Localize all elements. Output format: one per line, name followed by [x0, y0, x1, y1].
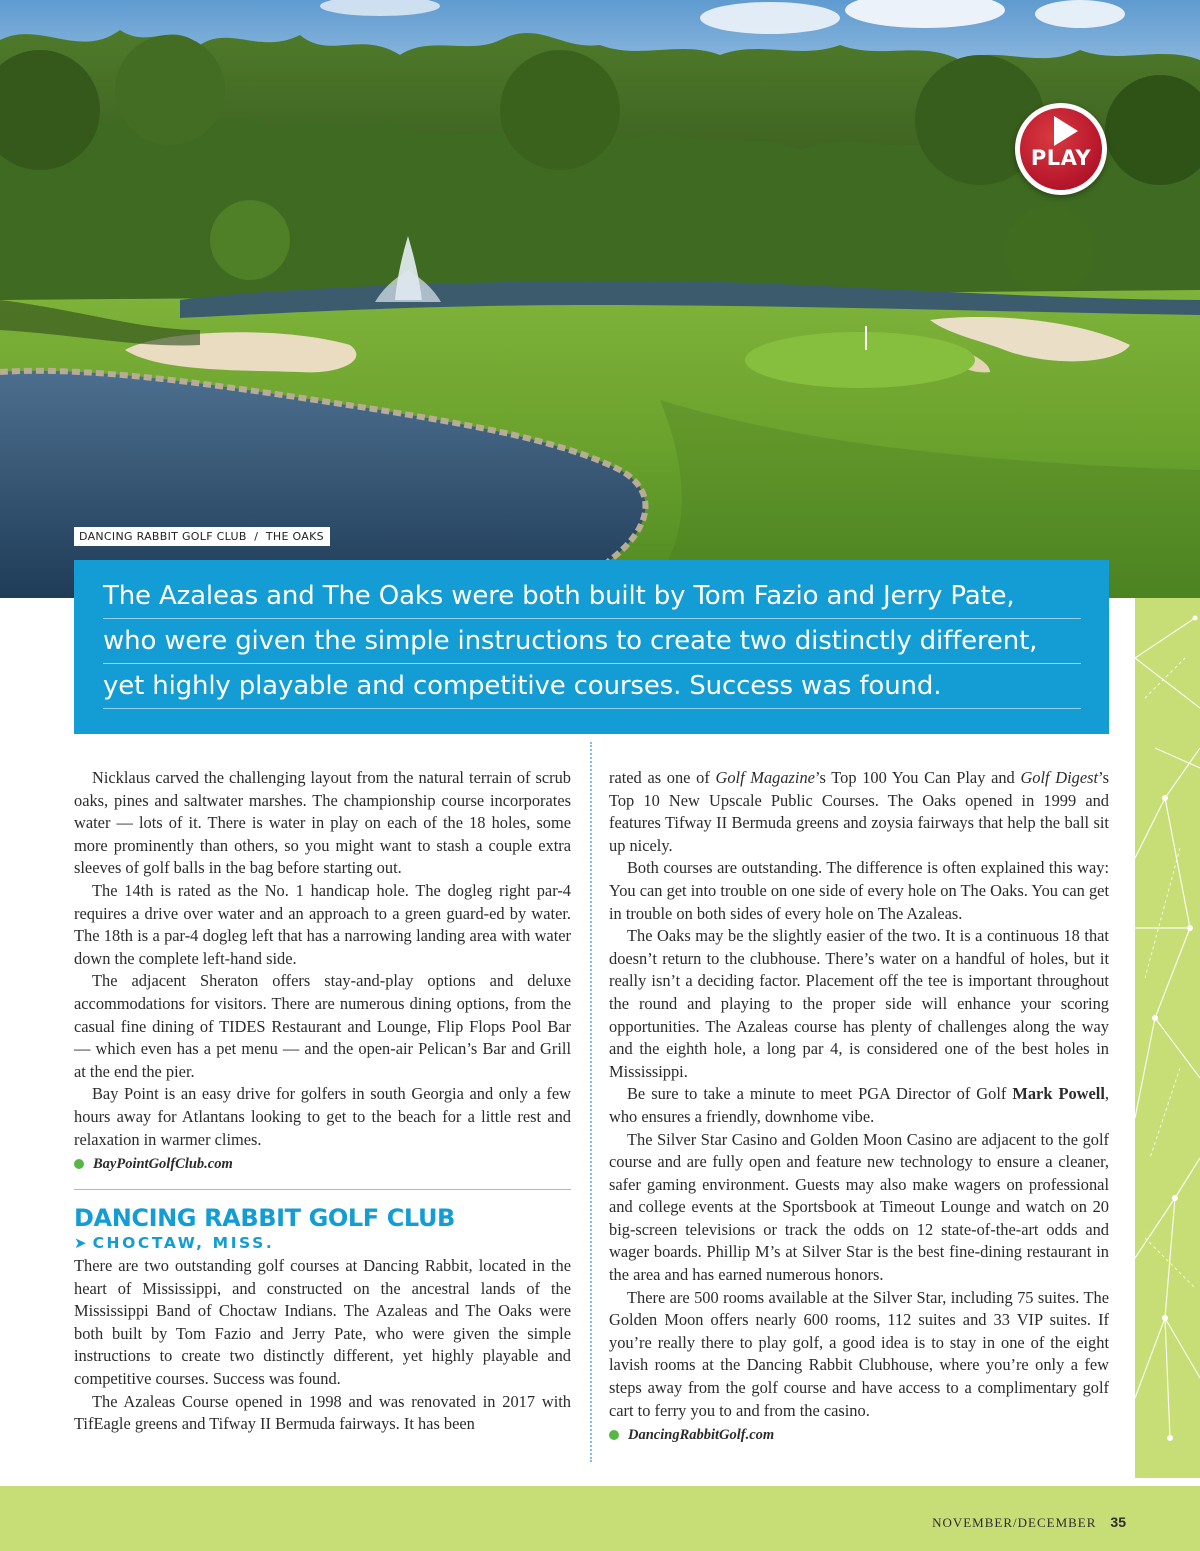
hero-photo — [0, 0, 1200, 598]
pull-quote-line: who were given the simple instructions to create two distinctly different, — [103, 619, 1081, 664]
column-divider — [590, 742, 592, 1462]
play-label: PLAY — [1030, 146, 1092, 170]
body-paragraph: There are two outstanding golf courses at Dancing Rabbit, located in the heart of Mississippi, and constructed on the ancestral lands of the Mississippi Band of Choctaw Indians. The Azaleas and The Oaks were both built by Tom Fazio and Jerry Pate, who were given the simple instructions to create two distinctly different, yet highly playable and competitive courses. Success was found. — [74, 1256, 571, 1389]
play-video-badge[interactable] — [1015, 103, 1107, 195]
body-paragraph — [609, 767, 1109, 857]
photo-caption: DANCING RABBIT GOLF CLUB / THE OAKS — [74, 527, 330, 546]
bullet-dot-icon — [609, 1430, 619, 1440]
pull-quote-line: The Azaleas and The Oaks were both built by Tom Fazio and Jerry Pate, — [103, 574, 1081, 619]
section-heading: DANCING RABBIT GOLF CLUB — [74, 1204, 455, 1233]
publication-name: Golf Digest — [1020, 768, 1099, 787]
golf-course-illustration — [0, 0, 1200, 598]
body-paragraph: The adjacent Sheraton offers stay-and-play options and deluxe accommodations for visitors. There are numerous dining options, from the casual fine dining of TIDES Restaurant and Lounge, Flip Flops Pool Bar — which even has a pet menu — and the open-air Pelican’s Bar and Grill at the end the pier. — [74, 971, 571, 1081]
body-paragraph: Both courses are outstanding. The difference is often explained this way: You can get into trouble on one side of every hole on The Oaks. You can get in trouble on both sides of every hole on The Azaleas. — [609, 858, 1109, 923]
text-run: , who ensures a friendly, downhome vibe. — [609, 1084, 1109, 1126]
body-paragraph: The Silver Star Casino and Golden Moon Casino are adjacent to the golf course and are fully open and feature new technology to ensure a cleaner, safer gaming environment. Guests may also make wagers on professional and college events at the Sportsbook at Timeout Lounge and watch on 20 big-screen televisions or track the odds on 12 state-of-the-art odds and wager boards. Phillip M’s at Silver Star is the best fine-dining restaurant in the area and has earned numerous honors. — [609, 1129, 1109, 1285]
text-run: ’s Top 10 New Upscale Public Courses. The Oaks opened in 1999 and features Tifway II Bermuda greens and zoysia fairways that help the ball sit up nicely. — [609, 768, 1109, 855]
issue-label: NOVEMBER/DECEMBER — [932, 1515, 1097, 1530]
website-link[interactable] — [609, 1423, 1109, 1447]
location-label: CHOCTAW, MISS. — [92, 1234, 275, 1253]
person-name: Mark Powell — [1012, 1084, 1105, 1104]
pull-quote — [74, 560, 1109, 734]
network-lines-graphic — [1135, 598, 1200, 1478]
arrow-right-icon: ➤ — [74, 1234, 87, 1253]
bullet-dot-icon — [74, 1159, 84, 1169]
body-paragraph: Bay Point is an easy drive for golfers in south Georgia and only a few hours away for Atlantans looking to get to the beach for a little rest and relaxation in warmer climes. — [74, 1084, 571, 1149]
play-triangle-icon — [1054, 116, 1078, 146]
text-run: Be sure to take a minute to meet PGA Director of Golf — [627, 1084, 1013, 1104]
text-run: ’s Top 100 You Can Play and — [814, 768, 1021, 787]
page-footer — [932, 1514, 1126, 1531]
page-number: 35 — [1110, 1514, 1126, 1530]
section-divider — [74, 1189, 571, 1190]
pull-quote-line: yet highly playable and competitive courses. Success was found. — [103, 664, 1081, 709]
body-paragraph: The Azaleas Course opened in 1998 and was renovated in 2017 with TifEagle greens and Tifway II Bermuda fairways. It has been — [74, 1391, 571, 1434]
website-link-text: BayPointGolfClub.com — [93, 1155, 233, 1172]
section-location — [74, 1232, 571, 1254]
play-badge-face — [1020, 108, 1102, 190]
body-paragraph — [609, 1083, 1109, 1128]
text-run: rated as one of — [609, 768, 716, 787]
body-paragraph: There are 500 rooms available at the Silver Star, including 75 suites. The Golden Moon offers nearly 600 rooms, 112 suites and 33 VIP suites. If you’re really there to play golf, a good idea is to stay in one of the eight lavish rooms at the Dancing Rabbit Clubhouse, where you’re only a few steps away from the golf course and have access to a complimentary golf cart to ferry you to and from the casino. — [609, 1287, 1109, 1420]
body-paragraph: Nicklaus carved the challenging layout from the natural terrain of scrub oaks, pines and saltwater marshes. The championship course incorporates water — lots of it. There is water in play on each of the 18 holes, some more prominently than others, so you might want to stash a couple extra sleeves of golf balls in the bag before starting out. — [74, 768, 571, 878]
publication-name: Golf Magazine — [715, 768, 815, 787]
website-link-text: DancingRabbitGolf.com — [628, 1426, 775, 1443]
left-column — [74, 767, 571, 1436]
decorative-network-pattern — [1135, 598, 1200, 1478]
body-paragraph: The 14th is rated as the No. 1 handicap hole. The dogleg right par-4 requires a drive over water and an approach to a green guard-ed by water. The 18th is a par-4 dogleg left that has a narrowing landing area with water down the complete left-hand side. — [74, 880, 571, 968]
body-paragraph: The Oaks may be the slightly easier of the two. It is a continuous 18 that doesn’t return to the clubhouse. There’s water on a handful of holes, but it really isn’t a deciding factor. Placement off the tee is important throughout the round and playing to the proper side will enhance your scoring opportunities. The Azaleas course has plenty of challenges along the way and the eighth hole, a long par 4, is considered one of the best holes in Mississippi. — [609, 926, 1109, 1081]
right-column — [609, 767, 1109, 1447]
website-link[interactable] — [74, 1152, 571, 1176]
